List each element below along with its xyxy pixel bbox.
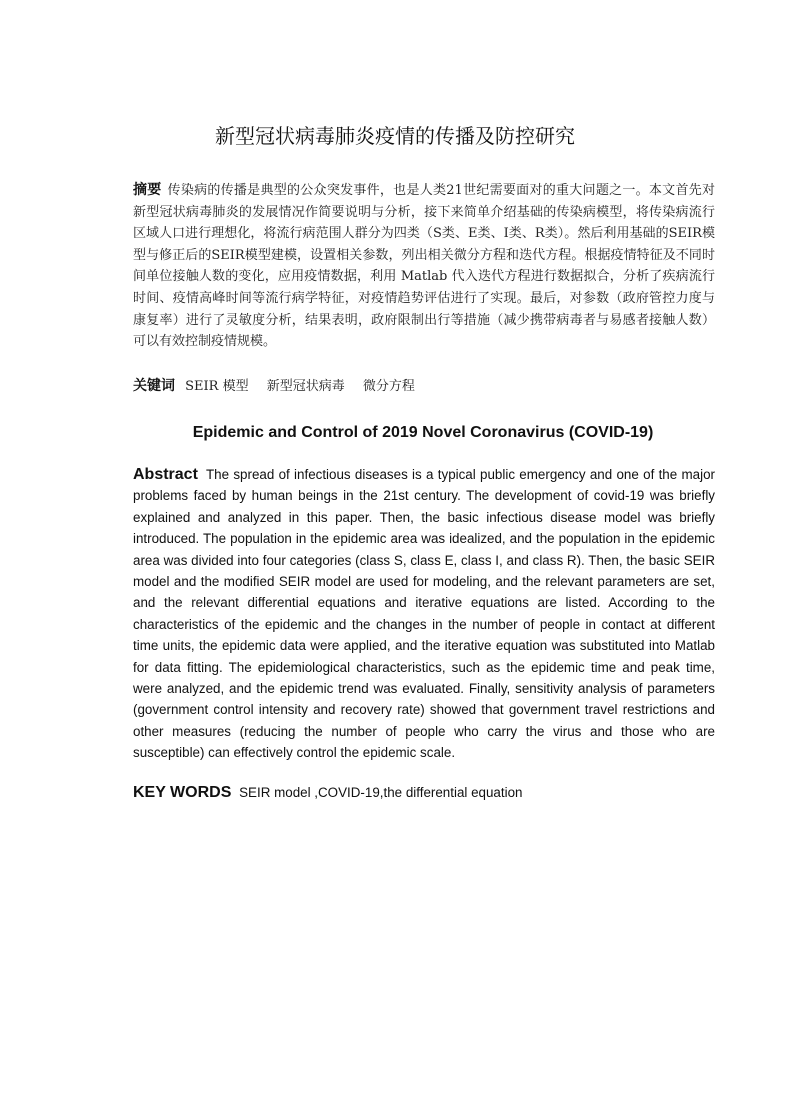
chinese-keyword: 微分方程 <box>362 379 415 394</box>
english-keywords-label: KEY WORDS <box>133 784 232 801</box>
english-keywords-text: SEIR model ,COVID-19,the differential equation <box>239 785 523 800</box>
chinese-keyword: 新型冠状病毒 <box>266 379 345 394</box>
chinese-keyword: SEIR 模型 <box>185 379 249 394</box>
chinese-keywords <box>133 376 715 397</box>
chinese-abstract-label: 摘要 <box>133 182 162 198</box>
english-abstract-text: The spread of infectious diseases is a typical public emergency and one of the major problems faced by human beings in the 21st century. The development of covid-19 was briefly explained and analyzed in this paper. Then, the basic infectious disease model was briefly introduced. The population in the epidemic area was idealized, and the population in the epidemic area was divided into four categories (class S, class E, class I, and class R). Then, the basic SEIR model and the modified SEIR model are used for modeling, and the relevant parameters are set, and the relevant differential equations and iterative equations are listed. According to the characteristics of the epidemic and the changes in the number of people in contact at different time units, the epidemic data were applied, and the iterative equation was substituted into Matlab for data fitting. The epidemiological characteristics, such as the epidemic time and peak time, were analyzed, and the epidemic trend was evaluated. Finally, sensitivity analysis of parameters (government control intensity and recovery rate) showed that government travel restrictions and other measures (reducing the number of people who carry the virus and those who are susceptible) can effectively control the epidemic scale. <box>133 467 715 761</box>
chinese-keywords-label: 关键词 <box>133 378 175 394</box>
chinese-title: 新型冠状病毒肺炎疫情的传播及防控研究 <box>215 124 575 148</box>
english-title: Epidemic and Control of 2019 Novel Coronavirus (COVID-19) <box>192 424 654 441</box>
chinese-abstract <box>133 180 715 353</box>
english-abstract-label: Abstract <box>133 466 198 483</box>
english-abstract <box>133 464 715 764</box>
english-keywords <box>133 782 715 804</box>
chinese-abstract-text: 传染病的传播是典型的公众突发事件，也是人类21世纪需要面对的重大问题之一。本文首先对新型冠状病毒肺炎的发展情况作简要说明与分析，接下来简单介绍基础的传染病模型，将传染病流行区域人口进行理想化，将流行病范围人群分为四类（S类、E类、I类、R类）。然后利用基础的SEIR模型与修正后的SEIR模型建模，设置相关参数，列出相关微分方程和迭代方程。根据疫情特征及不同时间单位接触人数的变化，应用疫情数据，利用 Matlab 代入迭代方程进行数据拟合，分析了疾病流行时间、疫情高峰时间等流行病学特征，对疫情趋势评估进行了实现。最后，对参数（政府管控力度与康复率）进行了灵敏度分析，结果表明，政府限制出行等措施（减少携带病毒者与易感者接触人数）可以有效控制疫情规模。 <box>133 183 715 350</box>
